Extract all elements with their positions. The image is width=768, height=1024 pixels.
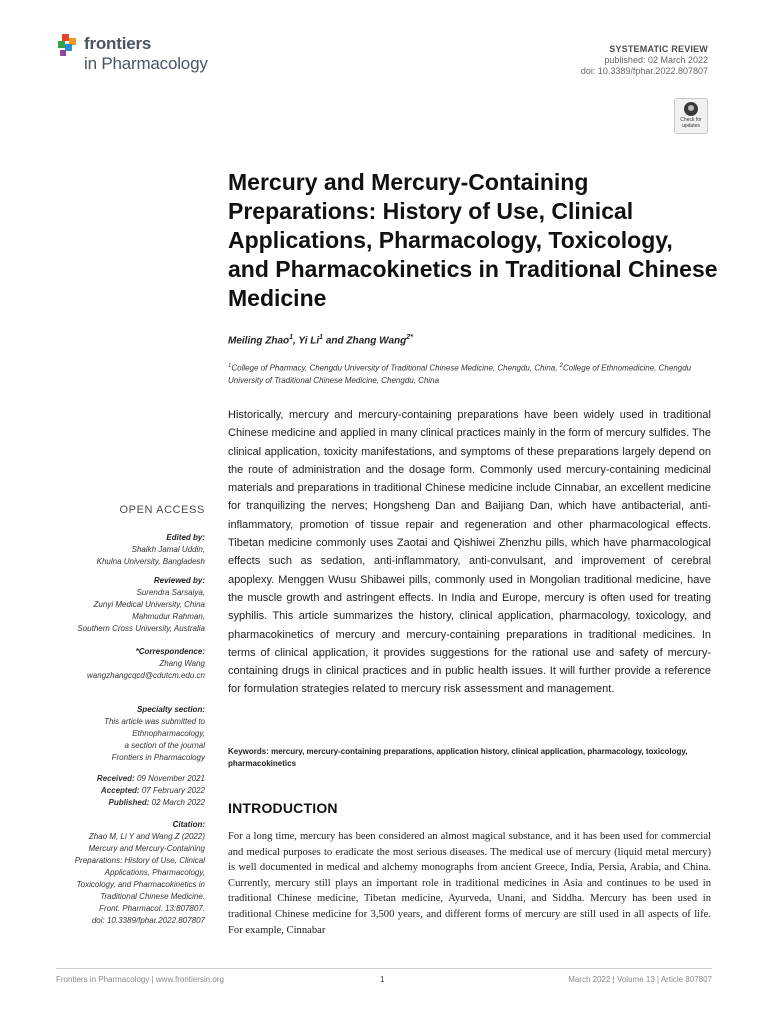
correspondence-block: *Correspondence: Zhang Wang wangzhangcqcd@cdutcm.edu.cn (40, 646, 205, 682)
author-affiliation-mark: 1 (289, 334, 294, 341)
specialty-section-block: Specialty section: This article was submitted to Ethnopharmacology, a section of the journal Frontiers in Pharmacology (104, 705, 205, 762)
published-date: published: 02 March 2022 (604, 55, 708, 65)
article-title: Mercury and Mercury-Containing Preparations: History of Use, Clinical Applications, Pharmacology, Toxicology, and Pharmacokinetics in Traditional Chinese Medicine (228, 169, 718, 311)
author-list (228, 334, 413, 346)
journal-logo[interactable] (56, 32, 226, 80)
open-access-label: OPEN ACCESS (119, 504, 205, 516)
section-heading: INTRODUCTION (228, 800, 338, 816)
author-name[interactable]: Yi Li (298, 335, 320, 347)
author-affiliation-mark: 2* (406, 334, 413, 341)
footer-divider (56, 968, 712, 969)
article-meta (581, 44, 708, 77)
check-for-updates-label: Check for updates (680, 117, 702, 129)
logo-wordmark: frontiers (84, 34, 152, 53)
logo-journal-name: in Pharmacology (84, 54, 208, 73)
footer-issue-info: March 2022 | Volume 13 | Article 807807 (568, 975, 712, 984)
article-type: SYSTEMATIC REVIEW (609, 44, 708, 54)
correspondence-email-link[interactable]: wangzhangcqcd@cdutcm.edu.cn (87, 671, 205, 680)
footer-journal-link[interactable]: Frontiers in Pharmacology | www.frontiersin.org (56, 975, 224, 984)
received-date: 09 November 2021 (136, 774, 205, 783)
check-for-updates-button[interactable] (674, 98, 708, 134)
edited-by-block: Edited by: Shaikh Jamal Uddin, Khulna University, Bangladesh (96, 533, 205, 566)
accepted-date: 07 February 2022 (141, 786, 205, 795)
author-affiliation-mark: 1 (319, 334, 324, 341)
frontiers-logo-icon (56, 34, 82, 60)
doi[interactable]: doi: 10.3389/fphar.2022.807807 (580, 66, 708, 76)
keywords: Keywords: mercury, mercury-containing preparations, application history, clinical application, pharmacology, toxicology, pharmacokinetics (228, 747, 688, 768)
published-date-sidebar: 02 March 2022 (151, 798, 205, 807)
check-for-updates-icon (684, 102, 698, 116)
affiliations: $^1$College of Pharmacy, Chengdu University of Traditional Chinese Medicine, Chengdu, China, $^2$College of Ethnomedicine, Chengdu University of Traditional Chinese Medicine, Chengdu, China (228, 363, 692, 385)
page-number: 1 (380, 975, 385, 984)
author-separator: and (323, 335, 347, 347)
abstract: Historically, mercury and mercury-containing preparations have been widely used in traditional Chinese medicine and applied in many clinical practices mainly in the form of mercury sulfides. The clinical application, toxicity manifestations, and symptoms of these preparations largely depend on the route of administration and the dosage form. Commonly used mercury-containing medicinal materials and preparations in traditional Chinese medicine include Cinnabar, an excellent medicine for tranquilizing the nerves; Hongsheng Dan and Baijiang Dan, which have antibacterial, anti-inflammatory, promotion of tissue repair and regeneration and other pharmacological effects. Tibetan medicine commonly uses Zaotai and Qishiwei Zhenzhu pills, which have pharmacological effects such as sedation, anti-inflammatory, anti-convulsant, and improvement of cerebral apoplexy. Menggen Wusu Shibawei pills, commonly used in Mongolian traditional medicine, have the muscle growth and astringent effects. In India and Europe, mercury is often used for treating syphilis. This article summarizes the history, clinical application, pharmacology, toxicology, and pharmacokinetics of mercury and mercury-containing preparations in traditional medicines. In terms of clinical application, it provides suggestions for the rational use and safety of mercury-containing drugs in clinical practices and in public health issues. It will further provide a reference for formulation strategies related to mercury risk assessment and management. (228, 409, 711, 696)
author-name[interactable]: Meiling Zhao (228, 335, 290, 347)
author-separator: , (293, 335, 299, 347)
introduction-text: For a long time, mercury has been considered an almost magical substance, and it has been used for commercial and medical purposes to eradicate the most serious diseases. The medical use of mercury (liquid metal mercury) is well documented in medical and alchemy monographs from ancient Greece, India, Persia, Arabia, and China. Currently, mercury still plays an important role in traditional medicines in Asia and continues to be used in traditional Chinese medicine, Tibetan medicine, Ayurveda, Unani, and Siddha. Mercury has been used in traditional Chinese medicine for 3,500 years, and different forms of mercury are still used in all aspects of life. For example, Cinnabar (228, 831, 711, 936)
citation-doi-link[interactable]: doi: 10.3389/fphar.2022.807807 (91, 916, 205, 925)
dates-block: Received: 09 November 2021 Accepted: 07 February 2022 Published: 02 March 2022 (96, 774, 205, 807)
author-name[interactable]: Zhang Wang (346, 335, 407, 347)
citation-block: Citation: Zhao M, Li Y and Wang Z (2022) Mercury and Mercury-Containing Preparations: History of Use, Clinical Applications, Pharmacology, Toxicology, and Pharmacokinetics in Traditional Chinese Medicine. Front. Pharmacol. 13:807807. doi: 10.3389/fphar.2022.807807 (40, 819, 205, 927)
reviewed-by-block: Reviewed by: Surendra Sarsaiya, Zunyi Medical University, China Mahmudur Rahman, Southern Cross University, Australia (77, 576, 205, 633)
